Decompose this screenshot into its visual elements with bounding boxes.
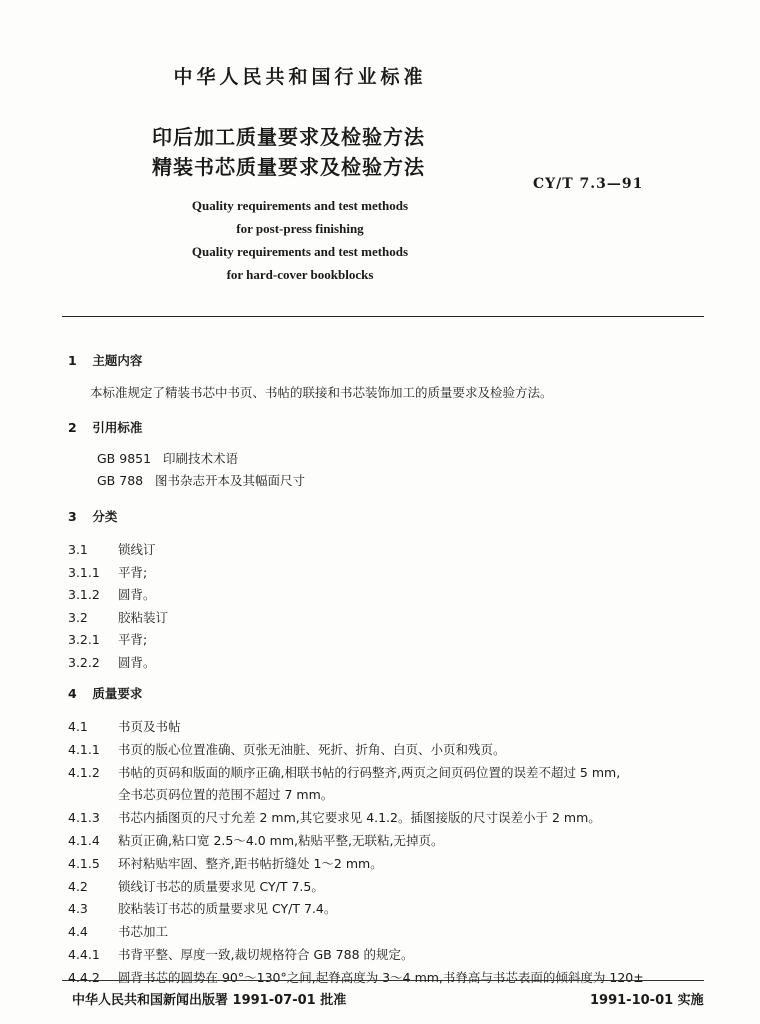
clause-number: 3.1.1 [68, 564, 100, 580]
clause-text: 书芯内插图页的尺寸允差 2 mm,其它要求见 4.1.2。插图接版的尺寸误差小于 2 mm。 [118, 810, 601, 826]
clause-text: 胶粘装订 [118, 609, 169, 625]
clause-text: 书背平整、厚度一致,裁切规格符合 GB 788 的规定。 [118, 947, 414, 962]
clause-text: 书页的版心位置准确、页张无油脏、死折、折角、白页、小页和残页。 [118, 741, 506, 757]
clause-row [68, 899, 336, 917]
clause-number: 4.1.3 [68, 810, 100, 826]
clause-number: 3.1 [68, 542, 88, 557]
clause-text: 圆背。 [118, 587, 156, 602]
clause-row [68, 945, 414, 963]
clause-row [68, 968, 644, 986]
clause-row [68, 740, 506, 758]
clause-text: 平背; [118, 632, 148, 647]
section-number: 3 [68, 509, 77, 524]
clause-row [68, 608, 168, 626]
clause-number: 4.4.1 [68, 947, 100, 962]
section-4-heading [68, 684, 142, 702]
clause-number: 4.1.2 [68, 764, 100, 780]
clause-text: 粘页正确,粘口宽 2.5～4.0 mm,粘贴平整,无联粘,无掉页。 [118, 833, 444, 848]
clause-row [68, 585, 156, 603]
clause-text: 书芯加工 [118, 924, 169, 940]
clause-row [68, 808, 601, 826]
clause-number: 3.2.1 [68, 632, 100, 647]
clause-number: 4.4 [68, 924, 88, 940]
clause-row [68, 854, 383, 872]
section-title: 引用标准 [92, 420, 143, 435]
title-english-line-3: Quality requirements and test methods [191, 244, 409, 259]
clause-text: 书帖的页码和版面的顺序正确,相联书帖的行码整齐,两页之间页码位置的误差不超过 5 mm, [118, 764, 621, 780]
section-number: 1 [68, 353, 77, 368]
section-title: 主题内容 [92, 353, 143, 368]
header-title: 中华人民共和国行业标准 [173, 66, 427, 88]
title-english-line-2: for post-press finishing [236, 221, 364, 236]
clause-row [68, 922, 168, 940]
clause-number: 4.4.2 [68, 969, 100, 985]
section-title: 分类 [92, 509, 118, 524]
section-1-heading [68, 351, 142, 369]
title-chinese-main: 印后加工质量要求及检验方法 [152, 125, 425, 149]
clause-number: 4.3 [68, 901, 88, 917]
clause-row [68, 785, 333, 803]
clause-text: 书页及书帖 [118, 719, 181, 734]
clause-text: 锁线订 [118, 542, 156, 557]
footer-implementation: 1991-10-01 实施 [590, 993, 704, 1008]
clause-text: 全书芯页码位置的范围不超过 7 mm。 [118, 787, 334, 803]
clause-text: 圆背。 [118, 654, 156, 670]
header-divider [62, 316, 704, 317]
section-2-heading [68, 418, 142, 436]
clause-text: 圆背书芯的圆势在 90°～130°之间,起脊高度为 3～4 mm,书脊高与书芯表面的倾斜度为 120± [118, 969, 644, 985]
section-1-text: 本标准规定了精装书芯中书页、书帖的联接和书芯装饰加工的质量要求及检验方法。 [90, 385, 553, 400]
clause-number: 4.1.1 [68, 741, 100, 757]
clause-row [68, 653, 156, 671]
footer-approval: 中华人民共和国新闻出版署 1991-07-01 批准 [72, 993, 347, 1008]
reference-gb788: GB 788 图书杂志开本及其幅面尺寸 [97, 473, 306, 488]
clause-number: 3.2.2 [68, 654, 100, 670]
clause-row [68, 563, 147, 581]
clause-row [68, 831, 443, 849]
section-number: 4 [68, 686, 77, 701]
clause-number: 4.1.4 [68, 833, 100, 848]
clause-number: 4.1.5 [68, 855, 100, 871]
section-number: 2 [68, 420, 77, 435]
standard-number: CY/T 7.3—91 [533, 176, 644, 192]
clause-text: 锁线订书芯的质量要求见 CY/T 7.5。 [118, 878, 324, 894]
clause-text: 环衬粘贴牢固、整齐,距书帖折缝处 1～2 mm。 [118, 855, 383, 871]
title-english-line-1: Quality requirements and test methods [191, 198, 409, 213]
footer-divider [62, 980, 704, 981]
clause-number: 4.2 [68, 878, 88, 894]
clause-row [68, 630, 147, 648]
clause-text: 胶粘装订书芯的质量要求见 CY/T 7.4。 [118, 901, 337, 917]
clause-row [68, 717, 181, 735]
clause-number: 4.1 [68, 719, 88, 734]
section-3-heading [68, 507, 117, 525]
title-chinese-sub: 精装书芯质量要求及检验方法 [152, 155, 425, 179]
clause-number: 3.1.2 [68, 587, 100, 602]
title-english-line-4: for hard-cover bookblocks [226, 267, 374, 282]
clause-row [68, 540, 156, 558]
clause-number: 3.2 [68, 609, 88, 625]
reference-gb9851: GB 9851 印刷技术术语 [97, 451, 238, 466]
clause-row [68, 877, 324, 895]
section-title: 质量要求 [92, 686, 143, 701]
clause-row [68, 763, 620, 781]
clause-text: 平背; [118, 564, 148, 580]
